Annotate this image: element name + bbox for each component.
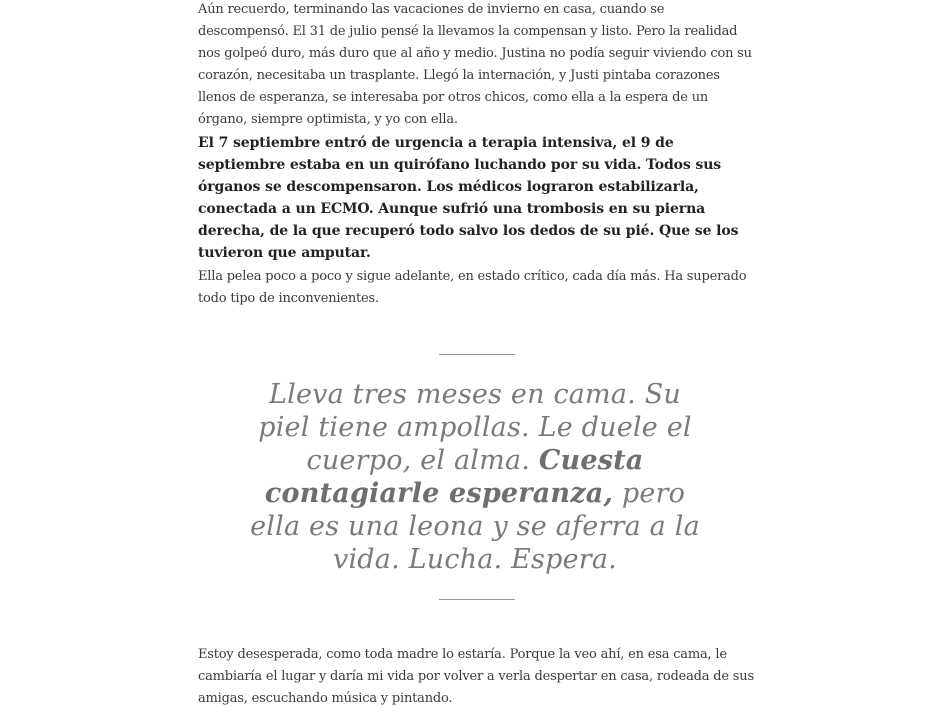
pullquote-divider-top	[439, 354, 515, 355]
pullquote	[240, 378, 710, 576]
article-paragraph: Aún recuerdo, terminando las vacaciones de invierno en casa, cuando se descompensó. El 31 de julio pensé la llevamos la compensan y listo. Pero la realidad nos golpeó duro, más duro que al año y medio. Justina no podía seguir viviendo con su corazón, necesitaba un trasplante. Llegó la internación, y Justi pintaba corazones llenos de esperanza, se interesaba por otros chicos, como ella a la espera de un órgano, siempre optimista, y yo con ella.	[198, 2, 752, 127]
pullquote-emphasis: Cuesta contagiarle esperanza,	[264, 445, 644, 509]
article-paragraph: Estoy desesperada, como toda madre lo estaría. Porque la veo ahí, en esa cama, le cambiaría el lugar y daría mi vida por volver a verla despertar en casa, rodeada de sus amigas, escuchando música y pintando.	[198, 647, 754, 706]
pullquote-text: pero ella es una leona y se aferra a la vida. Lucha. Espera.	[250, 478, 700, 575]
pullquote-text: Lleva tres meses en cama. Su piel tiene ampollas. Le duele el cuerpo, el alma.	[258, 379, 692, 476]
article-paragraph: Ella pelea poco a poco y sigue adelante, en estado crítico, cada día más. Ha superado todo tipo de inconvenientes.	[198, 269, 747, 306]
article-paragraph-bold: El 7 septiembre entró de urgencia a terapia intensiva, el 9 de septiembre estaba en un quirófano luchando por su vida. Todos sus órganos se descompensaron. Los médicos lograron estabilizarla, conectada a un ECMO. Aunque sufrió una trombosis en su pierna derecha, de la que recuperó todo salvo los dedos de su pié. Que se los tuvieron que amputar.	[198, 135, 739, 261]
pullquote-divider-bottom	[439, 599, 515, 600]
